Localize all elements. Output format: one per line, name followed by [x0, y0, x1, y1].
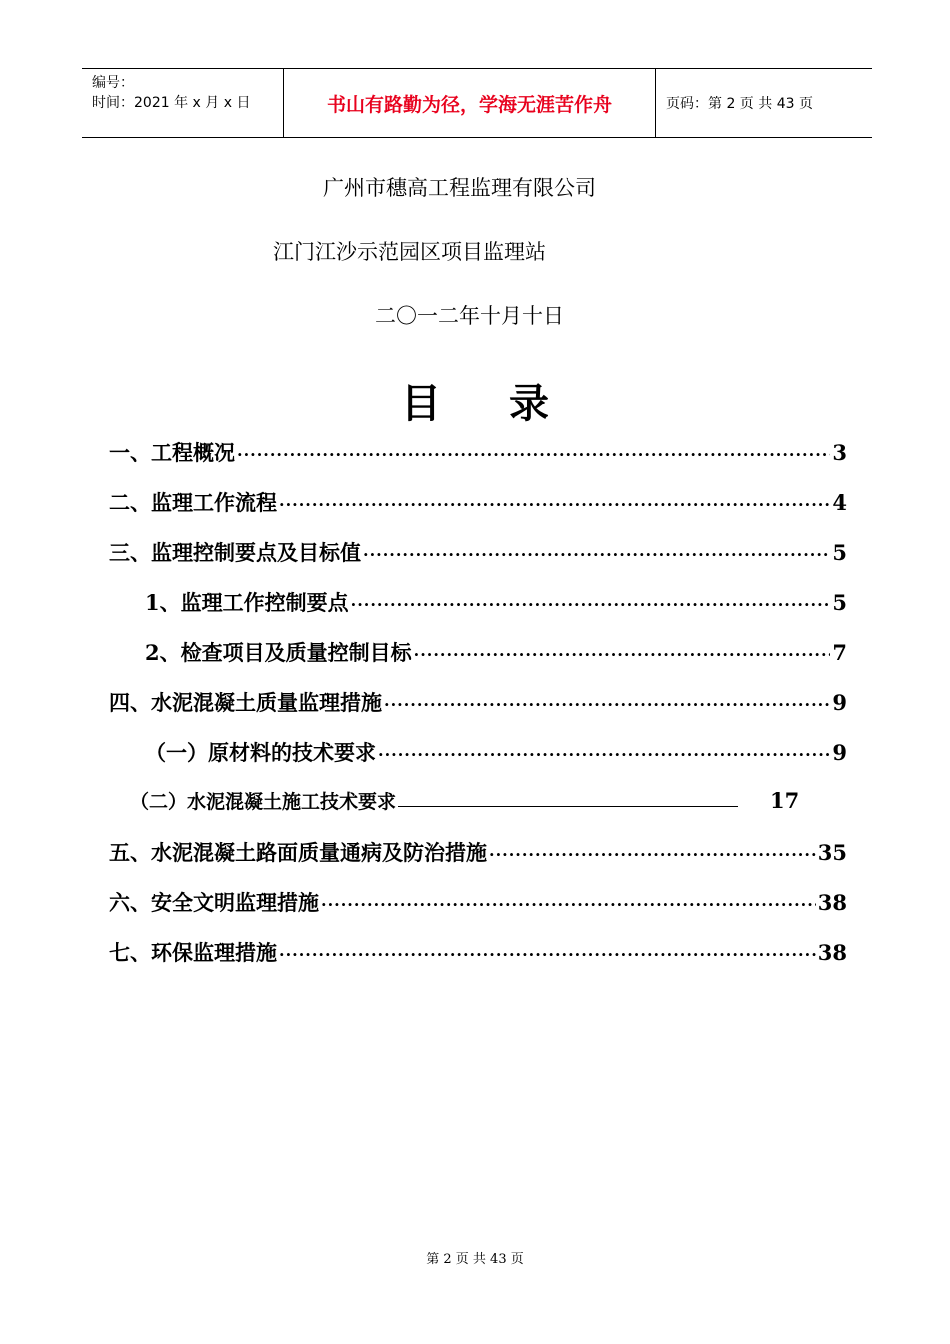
toc-entry[interactable]: [145, 637, 847, 667]
toc-entry[interactable]: [109, 887, 847, 917]
toc-leader-dots: [321, 889, 816, 910]
toc-entry[interactable]: [109, 937, 847, 967]
page-footer: 第 2 页 共 43 页: [426, 1252, 524, 1267]
toc-entry-page: 38: [817, 890, 847, 915]
document-time-label: 时间：2021 年 x 月 x 日: [92, 95, 251, 111]
toc-leader-dots: [279, 489, 830, 510]
header-meta: [82, 69, 284, 137]
toc-entry-page: 5: [832, 540, 847, 565]
toc-entry-label: 2、检查项目及质量控制目标: [145, 640, 412, 665]
toc-entry-label: 四、水泥混凝土质量监理措施: [109, 690, 382, 715]
toc-leader-dots: [378, 739, 830, 760]
toc-leader-dots: [363, 539, 830, 560]
page-header: [82, 68, 872, 138]
toc-entry[interactable]: [130, 787, 840, 814]
toc-entry-page: 5: [832, 590, 847, 615]
toc-entry-page: 9: [832, 740, 847, 765]
toc-entry-page: 38: [817, 940, 847, 965]
toc-entry-page: 35: [817, 840, 847, 865]
toc-entry-label: （一）原材料的技术要求: [145, 740, 376, 765]
toc-entry-label: 五、水泥混凝土路面质量通病及防治措施: [109, 840, 487, 865]
toc-entry-label: 三、监理控制要点及目标值: [109, 540, 361, 565]
toc-leader-dots: [351, 589, 831, 610]
document-date: 二〇一二年十月十日: [375, 304, 564, 328]
toc-entry-label: 二、监理工作流程: [109, 490, 277, 515]
toc-leader-dashes: [398, 794, 738, 807]
toc-entry-page: 4: [832, 490, 847, 515]
toc-entry-label: 六、安全文明监理措施: [109, 890, 319, 915]
toc-leader-dots: [414, 639, 831, 660]
toc-entry[interactable]: [145, 587, 847, 617]
toc-entry[interactable]: [109, 687, 847, 717]
header-page-info: 页码：第 2 页 共 43 页: [666, 96, 813, 112]
toc-entry[interactable]: [145, 737, 847, 767]
toc-leader-dots: [384, 689, 830, 710]
toc-entry-label: 七、环保监理措施: [109, 940, 277, 965]
station-name: 江门江沙示范园区项目监理站: [273, 240, 546, 264]
toc-leader-dots: [279, 939, 816, 960]
toc-entry-label: 一、工程概况: [109, 440, 235, 465]
toc-leader-dots: [237, 439, 830, 460]
toc-entry[interactable]: [109, 487, 847, 517]
toc-entry-page: 9: [832, 690, 847, 715]
toc-entry[interactable]: [109, 437, 847, 467]
toc-entry[interactable]: [109, 537, 847, 567]
company-name: 广州市穗高工程监理有限公司: [323, 176, 596, 200]
toc-entry-label: （二）水泥混凝土施工技术要求: [130, 791, 397, 813]
toc-leader-dots: [489, 839, 816, 860]
toc-entry[interactable]: [109, 837, 847, 867]
toc-entry-page: 3: [832, 440, 847, 465]
toc-entry-label: 1、监理工作控制要点: [145, 590, 349, 615]
toc-entry-page: 7: [832, 640, 847, 665]
document-number-label: 编号：: [92, 75, 134, 91]
toc-entry-page: 17: [770, 788, 800, 813]
header-slogan: 书山有路勤为径，学海无涯苦作舟: [284, 69, 656, 137]
toc-title: 目录: [401, 381, 617, 427]
